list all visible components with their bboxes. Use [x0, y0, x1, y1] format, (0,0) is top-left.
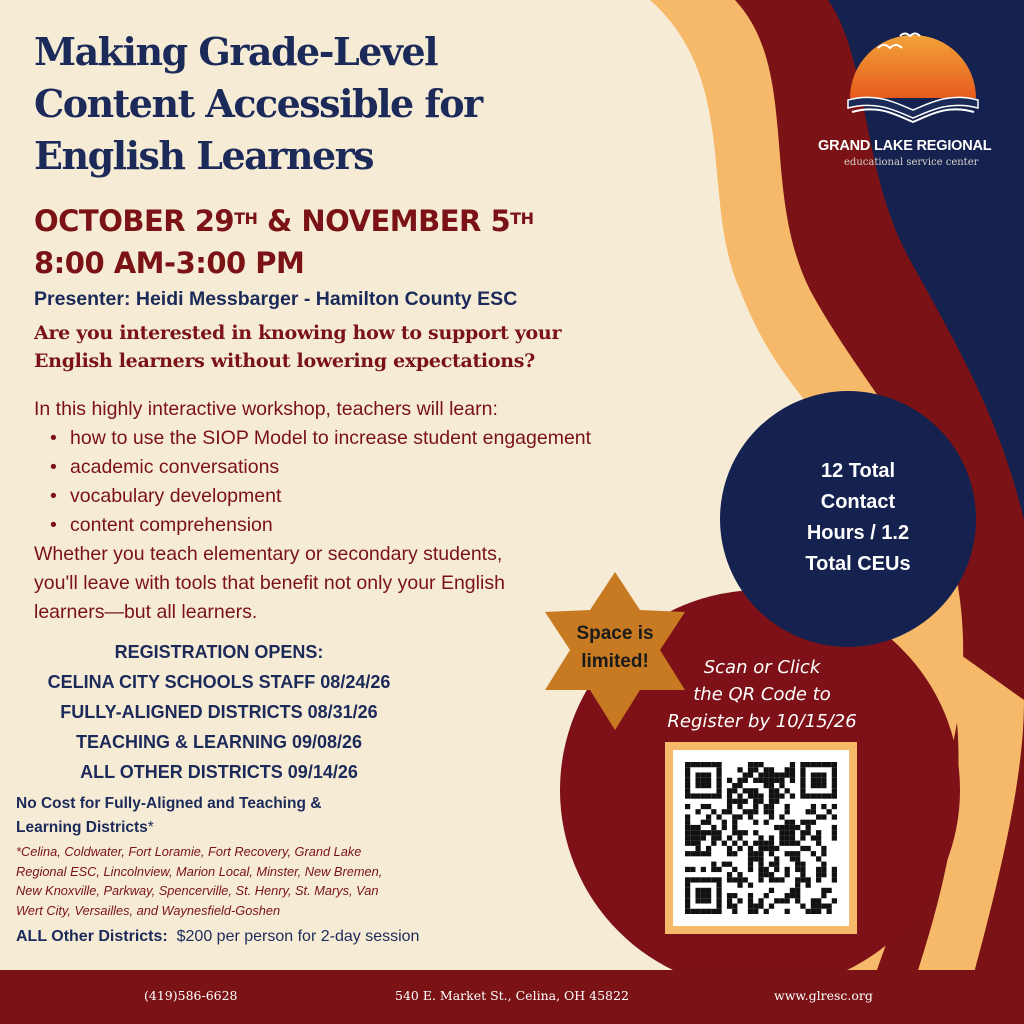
badge-line: Space is — [576, 623, 654, 644]
date-second: & NOVEMBER 5 — [257, 204, 511, 238]
scan-line: Scan or Click — [703, 657, 821, 678]
date-suffix: TH — [234, 209, 258, 228]
other-districts-price — [16, 928, 419, 946]
asterisk: * — [147, 819, 154, 836]
presenter: Presenter: Heidi Messbarger - Hamilton County ESC — [34, 288, 518, 310]
footer-phone[interactable]: (419)586-6628 — [144, 988, 238, 1003]
contact-line: Hours / 1.2 — [806, 522, 910, 544]
workshop-description — [34, 395, 674, 627]
registration-line: ALL OTHER DISTRICTS 09/14/26 — [80, 762, 358, 782]
registration-line: TEACHING & LEARNING 09/08/26 — [75, 732, 363, 752]
bullet-icon: • — [50, 514, 57, 536]
district-line: New Knoxville, Parkway, Spencerville, St. Henry, St. Marys, Van — [16, 883, 379, 899]
list-item: • vocabulary development — [70, 482, 674, 511]
district-line: Regional ESC, Lincolnview, Marion Local, Minster, New Bremen, — [16, 863, 383, 879]
registration-line: CELINA CITY SCHOOLS STAFF 08/24/26 — [47, 672, 391, 692]
qr-code-icon[interactable] — [685, 762, 837, 914]
date-first: OCTOBER 29 — [34, 204, 235, 238]
closing-line: Whether you teach elementary or secondary students, — [34, 543, 503, 565]
closing-line: you'll leave with tools that benefit not only your English — [34, 572, 505, 594]
district-line: *Celina, Coldwater, Fort Loramie, Fort Recovery, Grand Lake — [16, 844, 362, 859]
bullet-icon: • — [50, 427, 57, 449]
district-line: Wert City, Versailles, and Waynesfield-Goshen — [16, 903, 281, 919]
registration-line: FULLY-ALIGNED DISTRICTS 08/31/26 — [60, 702, 378, 722]
bullet-icon: • — [50, 485, 57, 507]
district-list — [16, 842, 466, 921]
no-cost-line: No Cost for Fully-Aligned and Teaching & — [16, 795, 322, 812]
list-item: • content comprehension — [70, 511, 674, 540]
no-cost-line: Learning Districts — [16, 819, 148, 836]
learning-list — [34, 424, 674, 540]
question-line: English learners without lowering expectations? — [34, 350, 535, 372]
footer-address: 540 E. Market St., Celina, OH 45822 — [395, 988, 629, 1003]
logo-name: GRAND LAKE REGIONAL — [818, 138, 992, 154]
event-time: 8:00 AM-3:00 PM — [34, 246, 305, 280]
list-item: • how to use the SIOP Model to increase student engagement — [70, 424, 674, 453]
sunset-book-icon — [838, 20, 988, 132]
title-line: Making Grade-Level — [34, 29, 438, 74]
scan-instructions — [652, 654, 872, 735]
no-cost-note — [16, 792, 416, 840]
closing-line: learners—but all learners. — [34, 601, 258, 623]
contact-line: Total CEUs — [805, 553, 911, 575]
title-line: Content Accessible for — [34, 81, 482, 126]
logo-subtitle: educational service center — [844, 157, 979, 168]
contact-line: 12 Total — [820, 460, 896, 482]
contact-line: Contact — [820, 491, 896, 513]
scan-line: the QR Code to — [693, 684, 831, 705]
title-line: English Learners — [34, 133, 374, 178]
page-title — [34, 26, 554, 182]
scan-line: Register by 10/15/26 — [667, 711, 857, 732]
registration-heading: REGISTRATION OPENS: — [114, 642, 324, 662]
lead-question — [34, 319, 654, 375]
footer-website[interactable]: www.glresc.org — [774, 988, 873, 1003]
list-item: • academic conversations — [70, 453, 674, 482]
date-suffix: TH — [510, 209, 534, 228]
price: $200 per person for 2-day session — [167, 928, 420, 945]
other-districts-label: ALL Other Districts: — [16, 928, 168, 945]
bullet-icon: • — [50, 456, 57, 478]
registration-dates — [14, 637, 424, 787]
badge-line: limited! — [581, 651, 649, 672]
contact-hours — [780, 456, 936, 580]
intro-lead: In this highly interactive workshop, teachers will learn: — [34, 398, 498, 420]
question-line: Are you interested in knowing how to support your — [34, 322, 562, 344]
event-dates — [34, 200, 533, 284]
